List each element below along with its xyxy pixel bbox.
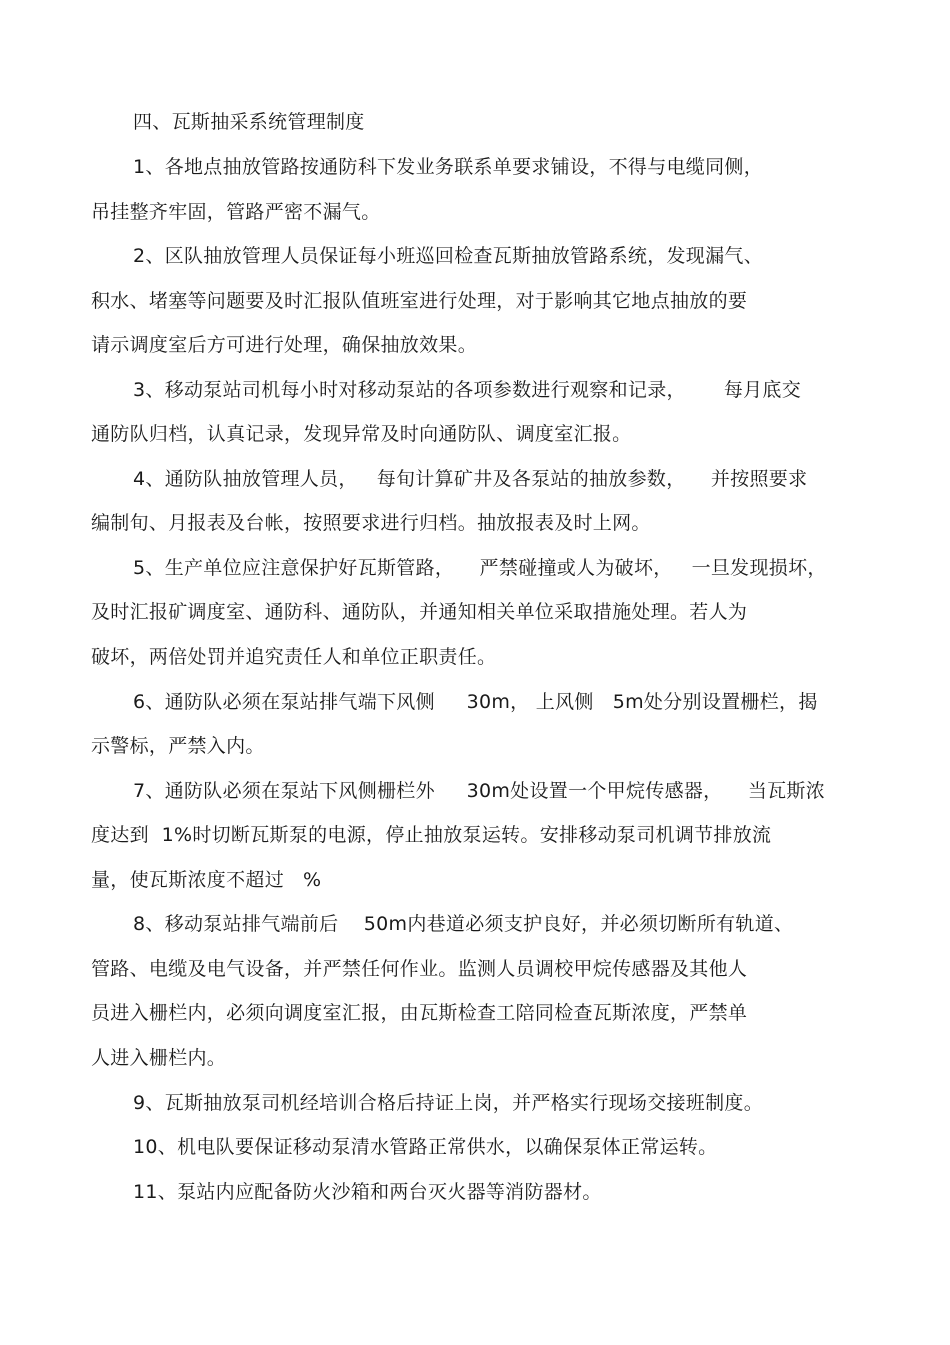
- paragraph-line: 员进入栅栏内，必须向调度室汇报，由瓦斯检查工陪同检查瓦斯浓度，严禁单: [91, 1002, 748, 1024]
- paragraph-line: 通防队归档，认真记录，发现异常及时向通防队、调度室汇报。: [91, 423, 632, 445]
- paragraph-line: 吊挂整齐牢固，管路严密不漏气。: [91, 201, 381, 223]
- paragraph-line: 编制旬、月报表及台帐，按照要求进行归档。抽放报表及时上网。: [91, 512, 651, 534]
- paragraph-line: 量，使瓦斯浓度不超过 %: [91, 869, 322, 891]
- paragraph-line: 7、通防队必须在泵站下风侧栅栏外 30m处设置一个甲烷传感器， 当瓦斯浓: [133, 780, 826, 802]
- paragraph-line: 9、瓦斯抽放泵司机经培训合格后持证上岗，并严格实行现场交接班制度。: [133, 1092, 763, 1114]
- paragraph-line: 4、通防队抽放管理人员， 每旬计算矿井及各泵站的抽放参数， 并按照要求: [133, 468, 808, 490]
- paragraph-line: 破坏，两倍处罚并追究责任人和单位正职责任。: [91, 646, 497, 668]
- paragraph-line: 6、通防队必须在泵站排气端下风侧 30m， 上风侧 5m处分别设置栅栏，揭: [133, 691, 818, 713]
- paragraph-line: 1、各地点抽放管路按通防科下发业务联系单要求铺设，不得与电缆同侧，: [133, 156, 763, 178]
- paragraph-line: 5、生产单位应注意保护好瓦斯管路， 严禁碰撞或人为破坏， 一旦发现损坏，: [133, 557, 827, 579]
- paragraph-line: 8、移动泵站排气端前后 50m内巷道必须支护良好，并必须切断所有轨道、: [133, 913, 794, 935]
- paragraph-line: 人进入栅栏内。: [91, 1047, 227, 1069]
- paragraph-line: 请示调度室后方可进行处理，确保抽放效果。: [91, 334, 478, 356]
- paragraph-line: 管路、电缆及电气设备，并严禁任何作业。监测人员调校甲烷传感器及其他人: [91, 958, 748, 980]
- paragraph-line: 2、区队抽放管理人员保证每小班巡回检查瓦斯抽放管路系统，发现漏气、: [133, 245, 763, 267]
- paragraph-line: 10、机电队要保证移动泵清水管路正常供水，以确保泵体正常运转。: [133, 1136, 718, 1158]
- paragraph-line: 示警标，严禁入内。: [91, 735, 265, 757]
- paragraph-line: 3、移动泵站司机每小时对移动泵站的各项参数进行观察和记录， 每月底交: [133, 379, 802, 401]
- paragraph-line: 及时汇报矿调度室、通防科、通防队，并通知相关单位采取措施处理。若人为: [91, 601, 748, 623]
- document-title: 四、瓦斯抽采系统管理制度: [133, 111, 365, 133]
- paragraph-line: 度达到 1%时切断瓦斯泵的电源，停止抽放泵运转。安排移动泵司机调节排放流: [91, 824, 772, 846]
- paragraph-line: 11、泵站内应配备防火沙箱和两台灭火器等消防器材。: [133, 1181, 602, 1203]
- paragraph-line: 积水、堵塞等问题要及时汇报队值班室进行处理，对于影响其它地点抽放的要: [91, 290, 748, 312]
